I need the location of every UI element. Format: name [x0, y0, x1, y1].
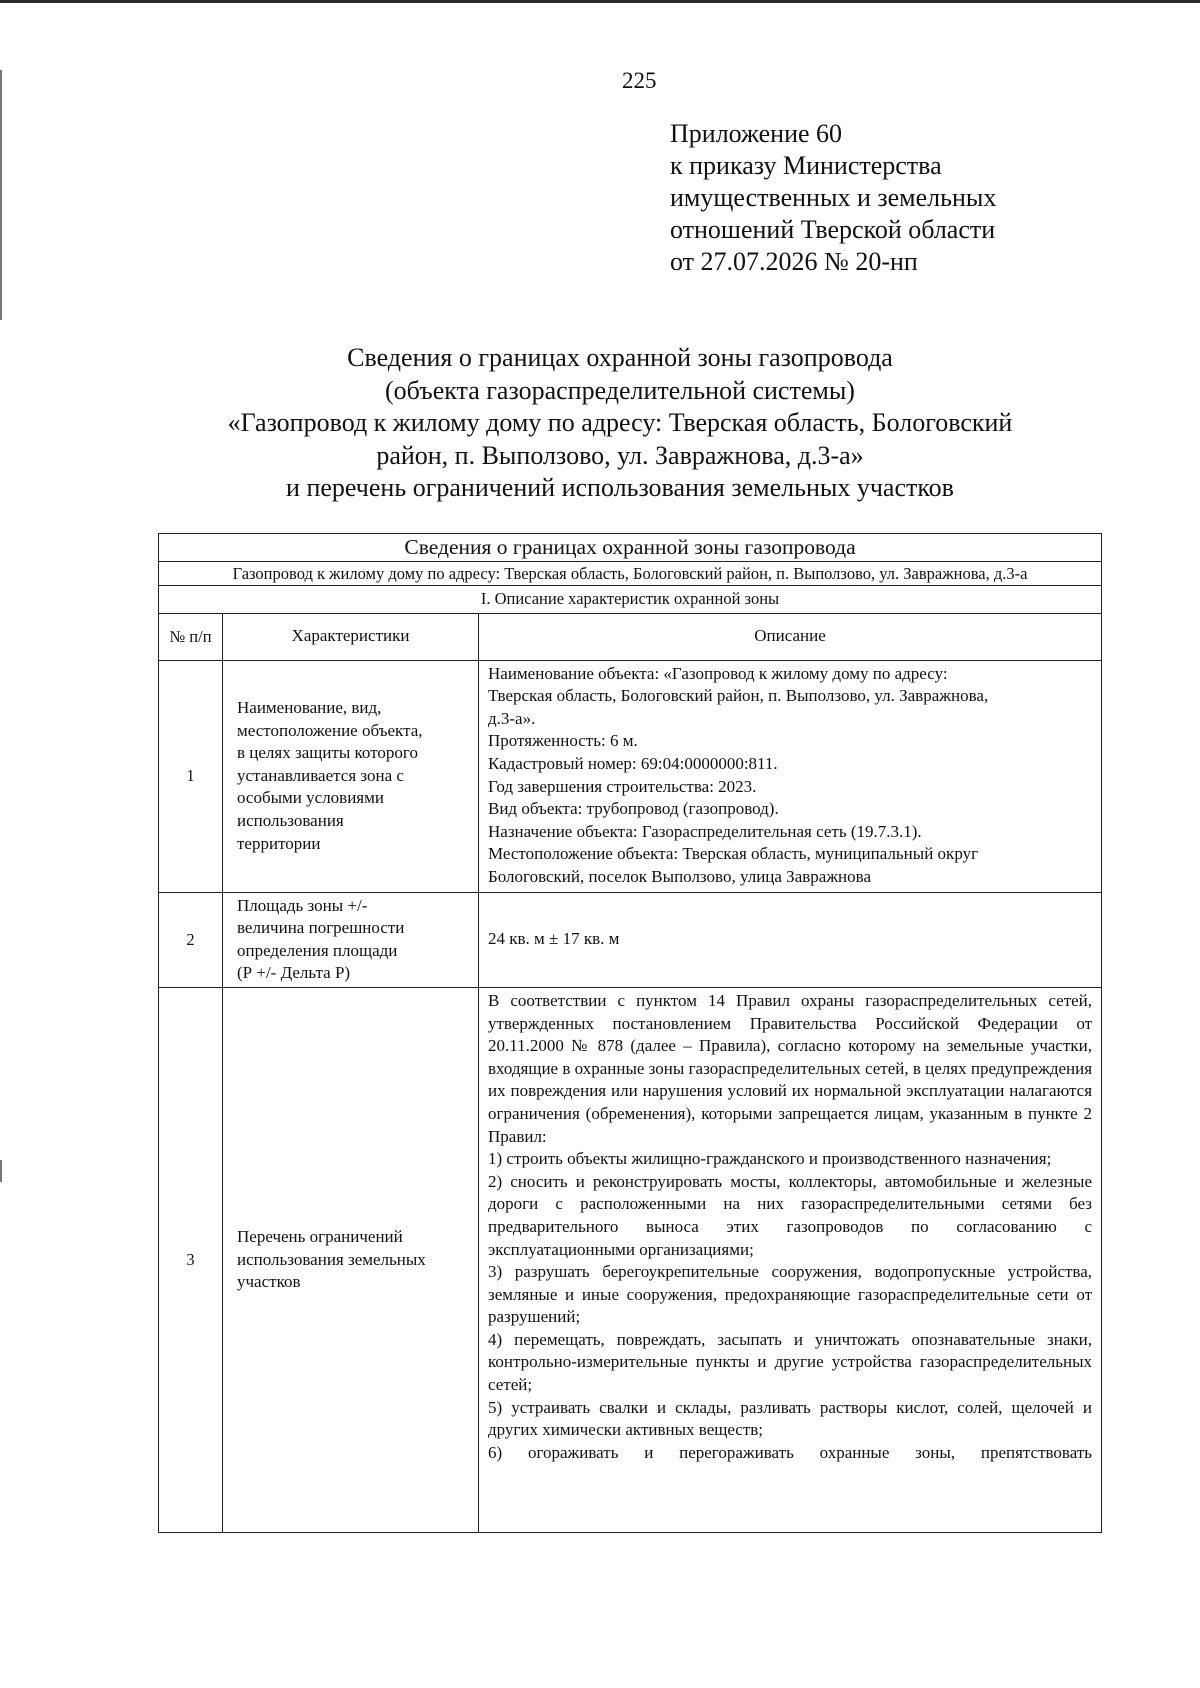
header-description: Описание [479, 613, 1102, 660]
restriction-item: 2) сносить и реконструировать мосты, коллекторы, автомобильные и железные дороги с расположенными на них газораспределительными сетями без предварительного выноса этих газопроводов по согласованию с эксплуатационными организациями; [488, 1171, 1093, 1259]
cell-line: территории [237, 833, 321, 853]
scan-edge-mark [0, 70, 2, 320]
header-num: № п/п [159, 613, 223, 660]
scan-top-border [0, 0, 1200, 3]
cell-line: д.3-а». [488, 708, 536, 728]
cell-line: (Р +/- Дельта Р) [237, 963, 351, 983]
restriction-item: 4) перемещать, повреждать, засыпать и уничтожать опознавательные знаки, контрольно-измерительные пункты и другие устройства газораспределительных сетей; [488, 1329, 1093, 1395]
row-description [479, 660, 1102, 892]
cell-line: Наименование объекта: «Газопровод к жилому дому по адресу: [488, 663, 948, 683]
cell-line: в целях защиты которого [237, 743, 418, 763]
cell-line: особыми условиями [237, 788, 384, 808]
cell-line: 24 кв. м ± 17 кв. м [488, 929, 620, 949]
appendix-line: имущественных и земельных [670, 183, 997, 212]
zone-info-table [158, 533, 1102, 1533]
row-characteristics [223, 892, 479, 987]
cell-line: Наименование, вид, [237, 698, 382, 718]
title-line: (объекта газораспределительной системы) [385, 375, 855, 405]
table-row [159, 987, 1102, 1532]
section-subtitle: Газопровод к жилому дому по адресу: Тверская область, Бологовский район, п. Выползово, ул. Завражнова, д.3-а [159, 562, 1102, 586]
part-title: I. Описание характеристик охранной зоны [159, 586, 1102, 614]
cell-line: Протяженность: 6 м. [488, 731, 638, 751]
restriction-item: 5) устраивать свалки и склады, разливать растворы кислот, солей, щелочей и других химически активных веществ; [488, 1397, 1093, 1440]
cell-line: Бологовский, поселок Выползово, улица Завражнова [488, 866, 872, 886]
title-line: район, п. Выползово, ул. Завражнова, д.3-а» [376, 440, 864, 470]
restriction-item: 3) разрушать берегоукрепительные сооружения, водопропускные устройства, земляные и иные сооружения, предохраняющие газораспределительные сети от разрушений; [488, 1262, 1093, 1327]
cell-line: определения площади [237, 940, 398, 960]
cell-line: величина погрешности [237, 918, 405, 938]
cell-line: участков [237, 1272, 301, 1292]
row-description [479, 892, 1102, 987]
cell-line: Вид объекта: трубопровод (газопровод). [488, 799, 779, 819]
cell-line: Перечень ограничений [237, 1227, 403, 1247]
cell-line: использования земельных [237, 1249, 426, 1269]
appendix-block [670, 118, 996, 278]
cell-line: использования [237, 810, 344, 830]
section-title: Сведения о границах охранной зоны газопровода [159, 534, 1102, 562]
appendix-line: отношений Тверской области [670, 215, 996, 244]
cell-line: Площадь зоны +/- [237, 895, 368, 915]
cell-line: местоположение объекта, [237, 720, 423, 740]
page-number: 225 [622, 68, 657, 93]
row-num: 1 [159, 660, 223, 892]
header-characteristics: Характеристики [223, 613, 479, 660]
scan-edge-mark [0, 1160, 2, 1182]
cell-line: Кадастровый номер: 69:04:0000000:811. [488, 753, 778, 773]
row-characteristics [223, 987, 479, 1532]
cell-line: Тверская область, Бологовский район, п. Выползово, ул. Завражнова, [488, 686, 989, 706]
row-description [479, 987, 1102, 1532]
title-line: «Газопровод к жилому дому по адресу: Тверская область, Бологовский [227, 408, 1013, 437]
cell-line: Год завершения строительства: 2023. [488, 776, 757, 796]
appendix-line: к приказу Министерства [670, 151, 942, 180]
row-num: 2 [159, 892, 223, 987]
restriction-item: 1) строить объекты жилищно-гражданского и производственного назначения; [488, 1149, 1052, 1169]
table-row [159, 892, 1102, 987]
restriction-item: 6) огораживать и перегораживать охранные зоны, препятствовать [488, 1442, 1093, 1462]
document-title [170, 342, 1070, 505]
row-characteristics [223, 660, 479, 892]
restriction-paragraph: В соответствии с пунктом 14 Правил охраны газораспределительных сетей, утвержденных постановлением Правительства Российской Федерации от 20.11.2000 № 878 (далее – Правила), согласно которому на земельные участки, входящие в охранные зоны газораспределительных сетей, в целях предупреждения их повреждения или нарушения условий их нормальной эксплуатации налагаются ограничения (обременения), которыми запрещается лицам, указанным в пункте 2 Правил: [488, 990, 1093, 1146]
table-header-row [159, 613, 1102, 660]
appendix-line: от 27.07.2026 № 20-нп [670, 247, 918, 276]
cell-line: Местоположение объекта: Тверская область, муниципальный округ [488, 844, 979, 864]
title-line: Сведения о границах охранной зоны газопровода [347, 343, 893, 372]
row-num: 3 [159, 987, 223, 1532]
table-row [159, 660, 1102, 892]
title-line: и перечень ограничений использования земельных участков [286, 473, 954, 502]
cell-line: Назначение объекта: Газораспределительная сеть (19.7.3.1). [488, 821, 922, 841]
cell-line: устанавливается зона с [237, 765, 404, 785]
appendix-line: Приложение 60 [670, 119, 843, 148]
